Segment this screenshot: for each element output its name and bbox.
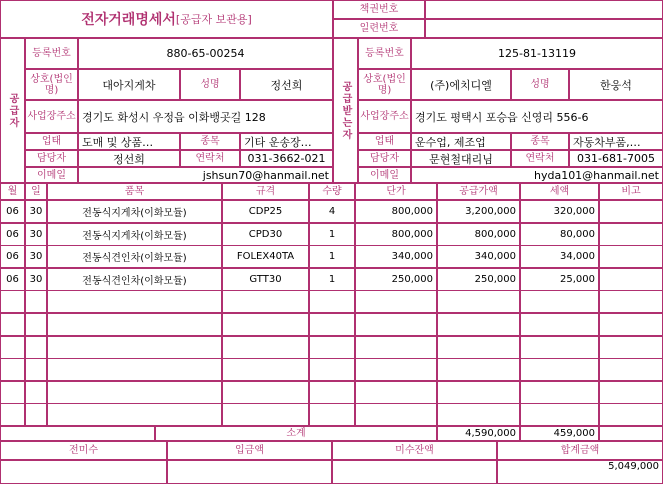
cell-note xyxy=(599,403,663,426)
cell-month xyxy=(0,358,25,381)
col-tax-header: 세액 xyxy=(520,183,599,200)
receiver-business-type-value: 운수업, 제조업 xyxy=(411,133,511,150)
cell-note xyxy=(599,358,663,381)
subtotal-supply-amount: 4,590,000 xyxy=(437,426,520,441)
cell-tax xyxy=(520,358,599,381)
cell-qty: 1 xyxy=(309,268,355,291)
book-no-label: 책권번호 xyxy=(333,0,425,19)
cell-month: 06 xyxy=(0,245,25,268)
cell-note xyxy=(599,290,663,313)
cell-month xyxy=(0,290,25,313)
cell-spec: GTT30 xyxy=(222,268,309,291)
cell-item: 전동식지게차(이화모듈) xyxy=(47,200,222,223)
receiver-company-value: (주)에치디엘 xyxy=(411,69,511,100)
col-qty-header: 수량 xyxy=(309,183,355,200)
cell-qty xyxy=(309,358,355,381)
receiver-reg-no-value: 125-81-13119 xyxy=(411,38,663,69)
cell-note xyxy=(599,313,663,336)
cell-month: 06 xyxy=(0,268,25,291)
supplier-contact-label: 연락처 xyxy=(180,150,240,167)
unpaid-label: 전미수 xyxy=(0,441,167,460)
cell-supply-amount xyxy=(437,381,520,404)
cell-tax: 34,000 xyxy=(520,245,599,268)
receiver-company-label: 상호(법인명) xyxy=(358,69,411,100)
cell-spec xyxy=(222,381,309,404)
cell-tax: 320,000 xyxy=(520,200,599,223)
cell-unit-price: 340,000 xyxy=(355,245,437,268)
cell-item: 전동식견인차(이화모듈) xyxy=(47,268,222,291)
supplier-manager-label: 담당자 xyxy=(25,150,78,167)
cell-month xyxy=(0,336,25,359)
receiver-manager-value: 문현철대리님 xyxy=(411,150,511,167)
cell-item: 전동식지게차(이화모듈) xyxy=(47,223,222,246)
cell-spec: CPD30 xyxy=(222,223,309,246)
cell-item xyxy=(47,381,222,404)
cell-supply-amount: 800,000 xyxy=(437,223,520,246)
cell-supply-amount xyxy=(437,403,520,426)
cell-tax xyxy=(520,403,599,426)
supplier-manager-value: 정선희 xyxy=(78,150,180,167)
supplier-company-value: 대아지게차 xyxy=(78,69,180,100)
cell-note xyxy=(599,223,663,246)
supplier-email-label: 이메일 xyxy=(25,167,78,183)
deposit-label: 입금액 xyxy=(167,441,332,460)
title-cell xyxy=(0,0,333,38)
subtotal-tax: 459,000 xyxy=(520,426,599,441)
cell-supply-amount xyxy=(437,313,520,336)
supplier-reg-no-value: 880-65-00254 xyxy=(78,38,333,69)
cell-day xyxy=(25,336,47,359)
cell-supply-amount: 340,000 xyxy=(437,245,520,268)
col-supply-amount-header: 공급가액 xyxy=(437,183,520,200)
cell-spec xyxy=(222,313,309,336)
receiver-side-label: 공급받는자 xyxy=(333,38,358,183)
cell-tax xyxy=(520,381,599,404)
cell-day xyxy=(25,290,47,313)
receiver-contact-label: 연락처 xyxy=(511,150,569,167)
cell-item: 전동식견인차(이화모듈) xyxy=(47,245,222,268)
cell-day xyxy=(25,381,47,404)
cell-day: 30 xyxy=(25,268,47,291)
total-label: 합계금액 xyxy=(497,441,663,460)
cell-tax xyxy=(520,336,599,359)
cell-month xyxy=(0,403,25,426)
cell-unit-price xyxy=(355,290,437,313)
cell-tax xyxy=(520,313,599,336)
receiver-email-label: 이메일 xyxy=(358,167,411,183)
receiver-business-item-label: 종목 xyxy=(511,133,569,150)
cell-tax xyxy=(520,290,599,313)
cell-day xyxy=(25,313,47,336)
cell-item xyxy=(47,358,222,381)
cell-supply-amount: 250,000 xyxy=(437,268,520,291)
serial-no-value xyxy=(425,19,663,38)
cell-unit-price xyxy=(355,381,437,404)
supplier-contact-value: 031-3662-021 xyxy=(240,150,333,167)
cell-note xyxy=(599,381,663,404)
cell-note xyxy=(599,245,663,268)
book-no-value xyxy=(425,0,663,19)
cell-qty xyxy=(309,403,355,426)
receiver-email-value: hyda101@hanmail.net xyxy=(411,167,663,183)
cell-tax: 80,000 xyxy=(520,223,599,246)
cell-note xyxy=(599,200,663,223)
cell-qty xyxy=(309,381,355,404)
receiver-address-value: 경기도 평택시 포승읍 신영리 556-6 xyxy=(411,100,663,133)
cell-spec xyxy=(222,290,309,313)
serial-no-label: 일련번호 xyxy=(333,19,425,38)
cell-qty xyxy=(309,290,355,313)
cell-unit-price: 800,000 xyxy=(355,200,437,223)
cell-item xyxy=(47,403,222,426)
cell-unit-price xyxy=(355,358,437,381)
cell-day: 30 xyxy=(25,245,47,268)
receiver-manager-label: 담당자 xyxy=(358,150,411,167)
cell-spec xyxy=(222,336,309,359)
cell-qty: 4 xyxy=(309,200,355,223)
receiver-contact-value: 031-681-7005 xyxy=(569,150,663,167)
col-spec-header: 규격 xyxy=(222,183,309,200)
cell-month: 06 xyxy=(0,200,25,223)
subtotal-label: 소계 xyxy=(155,426,437,441)
cell-supply-amount xyxy=(437,336,520,359)
receiver-business-item-value: 자동차부품,… xyxy=(569,133,663,150)
cell-note xyxy=(599,268,663,291)
document-subtitle: [공급자 보관용] xyxy=(175,13,252,26)
cell-unit-price: 800,000 xyxy=(355,223,437,246)
receiver-reg-no-label: 등록번호 xyxy=(358,38,411,69)
cell-unit-price: 250,000 xyxy=(355,268,437,291)
cell-day: 30 xyxy=(25,200,47,223)
col-unit-price-header: 단가 xyxy=(355,183,437,200)
col-day-header: 일 xyxy=(25,183,47,200)
cell-spec xyxy=(222,358,309,381)
cell-note xyxy=(599,336,663,359)
cell-month xyxy=(0,381,25,404)
cell-day xyxy=(25,403,47,426)
cell-month xyxy=(0,313,25,336)
supplier-company-label: 상호(법인명) xyxy=(25,69,78,100)
supplier-address-label: 사업장주소 xyxy=(25,100,78,133)
col-item-header: 품목 xyxy=(47,183,222,200)
document-title: 전자거래명세서 xyxy=(81,12,176,28)
cell-spec xyxy=(222,403,309,426)
cell-item xyxy=(47,290,222,313)
cell-spec: CDP25 xyxy=(222,200,309,223)
supplier-reg-no-label: 등록번호 xyxy=(25,38,78,69)
receiver-business-type-label: 업태 xyxy=(358,133,411,150)
cell-day xyxy=(25,358,47,381)
cell-supply-amount xyxy=(437,290,520,313)
cell-qty xyxy=(309,336,355,359)
cell-qty: 1 xyxy=(309,245,355,268)
cell-supply-amount xyxy=(437,358,520,381)
cell-unit-price xyxy=(355,313,437,336)
supplier-business-item-value: 기타 운송장… xyxy=(240,133,333,150)
supplier-business-item-label: 종목 xyxy=(180,133,240,150)
cell-month: 06 xyxy=(0,223,25,246)
cell-item xyxy=(47,336,222,359)
unpaid-value xyxy=(0,460,167,484)
cell-qty xyxy=(309,313,355,336)
supplier-business-type-value: 도매 및 상품… xyxy=(78,133,180,150)
cell-qty: 1 xyxy=(309,223,355,246)
supplier-address-value: 경기도 화성시 우정읍 이화뱅곳길 128 xyxy=(78,100,333,133)
subtotal-note xyxy=(599,426,663,441)
cell-supply-amount: 3,200,000 xyxy=(437,200,520,223)
cell-tax: 25,000 xyxy=(520,268,599,291)
subtotal-blank-1 xyxy=(0,426,155,441)
cell-unit-price xyxy=(355,403,437,426)
cell-spec: FOLEX40TA xyxy=(222,245,309,268)
col-note-header: 비고 xyxy=(599,183,663,200)
cell-item xyxy=(47,313,222,336)
receiver-name-value: 한웅석 xyxy=(569,69,663,100)
balance-label: 미수잔액 xyxy=(332,441,497,460)
cell-day: 30 xyxy=(25,223,47,246)
receiver-address-label: 사업장주소 xyxy=(358,100,411,133)
balance-value xyxy=(332,460,497,484)
total-value: 5,049,000 xyxy=(497,460,663,484)
supplier-side-label: 공급자 xyxy=(0,38,25,183)
supplier-business-type-label: 업태 xyxy=(25,133,78,150)
receiver-name-label: 성명 xyxy=(511,69,569,100)
supplier-name-value: 정선희 xyxy=(240,69,333,100)
cell-unit-price xyxy=(355,336,437,359)
supplier-email-value: jshsun70@hanmail.net xyxy=(78,167,333,183)
col-month-header: 월 xyxy=(0,183,25,200)
deposit-value xyxy=(167,460,332,484)
supplier-name-label: 성명 xyxy=(180,69,240,100)
